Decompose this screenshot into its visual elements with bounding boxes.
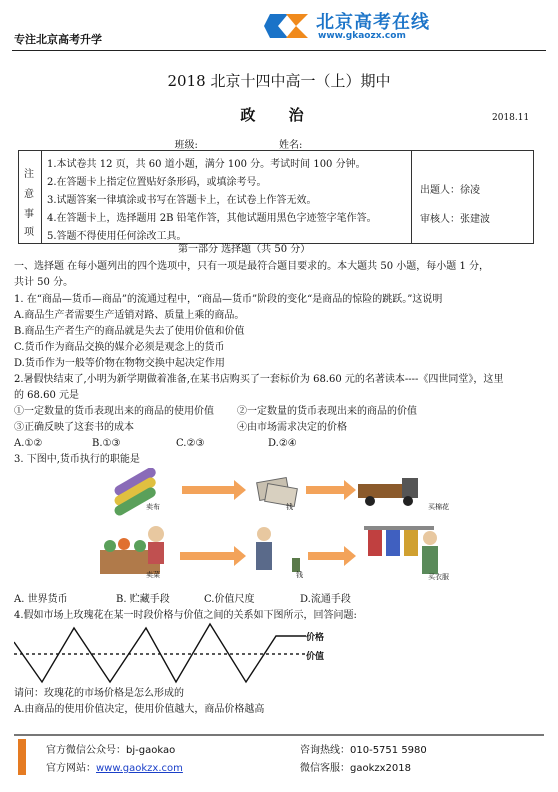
label-sell-cloth: 卖布 — [146, 503, 160, 511]
q4-option-a: A.由商品的使用价值决定，使用价值越大，商品价格越高 — [14, 704, 265, 715]
notice-rule: 3.试题答案一律填涂或书写在答题卡上，在试卷上作答无效。 — [47, 195, 317, 206]
student-info-line — [0, 136, 558, 151]
footer-wechat: 官方微信公众号：bj-gaokao — [46, 745, 176, 756]
part-heading: 第一部分 选择题（共 50 分） — [178, 244, 311, 255]
q2-statement-3: ③正确反映了这套书的成本 — [14, 422, 134, 433]
q3-option-a: A. 世界货币 — [14, 594, 68, 605]
footer-service: 微信客服：gaokzx2018 — [300, 763, 412, 774]
arrow-icon — [306, 480, 356, 500]
q4-question: 请问：玫瑰花的市场价格是怎么形成的 — [14, 688, 184, 699]
label-sell-veg: 卖菜 — [146, 571, 160, 579]
q3-stem: 3. 下图中,货币执行的职能是 — [14, 454, 140, 465]
person-paying-icon — [256, 527, 300, 572]
q2-option-d: D.②④ — [268, 438, 297, 449]
notice-side-char: 事 — [24, 209, 34, 220]
reviewer: 审核人：张建波 — [420, 214, 490, 225]
q1-option-c: C.货币作为商品交换的媒介必须是观念上的货币 — [14, 342, 225, 353]
header-tagline: 专注北京高考升学 — [14, 33, 102, 46]
q2-stem-cont: 的 68.60 元是 — [14, 390, 79, 401]
q1-option-b: B.商品生产者生产的商品就是失去了使用价值和价值 — [14, 326, 245, 337]
notice-rule: 4.在答题卡上，选择题用 2B 铅笔作答，其他试题用黑色字迹签字笔作答。 — [47, 213, 377, 224]
section-intro: 一、选择题 在每小题列出的四个选项中，只有一项是最符合题目要求的。本大题共 50 小题，每小题 1 分， — [14, 261, 489, 272]
setter: 出题人：徐凌 — [420, 185, 480, 196]
label-buy-clothes: 买衣服 — [428, 573, 449, 581]
logo-url: www.gkaozx.com — [318, 31, 406, 41]
q2-statement-4: ④由市场需求决定的价格 — [237, 422, 347, 433]
price-curve — [14, 624, 306, 682]
q2-statement-1: ①一定数量的货币表现出来的商品的使用价值 — [14, 406, 214, 417]
notice-table — [18, 150, 534, 244]
exam-date: 2018.11 — [492, 113, 530, 123]
label-buy-cotton: 买棉花 — [428, 503, 449, 511]
vegetable-stall-icon — [100, 526, 164, 574]
q1-option-a: A.商品生产者需要生产适销对路、质量上乘的商品。 — [14, 310, 245, 321]
truck-icon — [358, 478, 418, 506]
gaokao-logo-icon — [262, 6, 314, 46]
arrow-icon — [180, 546, 246, 566]
value-label: 价值 — [306, 652, 325, 662]
q3-option-d: D.流通手段 — [300, 594, 351, 605]
label-money-1: 钱 — [286, 503, 293, 511]
footer-site-label: 官方网站： — [46, 763, 96, 774]
q2-option-c: C.②③ — [176, 438, 205, 449]
q2-option-a: A.①② — [14, 438, 43, 449]
q2-statement-2: ②一定数量的货币表现出来的商品的价值 — [237, 406, 417, 417]
notice-rule: 2.在答题卡上指定位置贴好条形码，或填涂考号。 — [47, 177, 267, 188]
clothes-shop-icon — [364, 526, 438, 574]
logo-name: 北京高考在线 — [316, 12, 430, 33]
q3-option-b: B. 贮藏手段 — [116, 594, 170, 605]
notice-side-column — [19, 151, 42, 243]
footer-site-link[interactable]: www.gaokzx.com — [96, 763, 183, 774]
header-divider — [12, 50, 546, 51]
notice-rule: 1.本试卷共 12 页，共 60 道小题，满分 100 分。考试时间 100 分钟。 — [47, 159, 366, 170]
notice-side-char: 意 — [24, 189, 34, 200]
arrow-icon — [182, 480, 246, 500]
exam-title: 2018 北京十四中高一（上）期中 — [167, 72, 391, 90]
exam-subject: 政 治 — [240, 106, 318, 124]
q1-option-d: D.货币作为一般等价物在物物交换中起决定作用 — [14, 358, 225, 369]
name-label: 姓名: — [278, 140, 303, 151]
q3-option-c: C.价值尺度 — [204, 594, 255, 605]
footer-accent-bar — [18, 739, 26, 775]
notice-side-char: 项 — [24, 227, 34, 238]
footer-site — [46, 759, 183, 774]
label-money-2: 钱 — [296, 571, 303, 579]
notice-side-char: 注 — [24, 169, 34, 180]
section-intro-cont: 共计 50 分。 — [14, 277, 74, 288]
class-label: 班级: — [174, 140, 198, 151]
price-label: 价格 — [306, 633, 325, 643]
q1-stem: 1. 在“商品—货币—商品”的流通过程中，“商品—货币”阶段的变化“是商品的惊险的跳跃。”这说明 — [14, 294, 443, 305]
price-value-graph — [14, 620, 314, 688]
q2-stem: 2.暑假快结束了,小明为新学期做着准备,在某书店购买了一套标价为 68.60 元的名著读本----《四世同堂》，这里 — [14, 374, 504, 385]
notice-sign-column — [411, 151, 534, 243]
footer-hotline: 咨询热线：010-5751 5980 — [300, 745, 427, 756]
notice-rule: 5.答题不得使用任何涂改工具。 — [47, 231, 187, 242]
q2-option-b: B.①③ — [92, 438, 121, 449]
arrow-icon — [308, 546, 356, 566]
q4-stem: 4.假如市场上玫瑰花在某一时段价格与价值之间的关系如下图所示，回答问题: — [14, 610, 357, 621]
